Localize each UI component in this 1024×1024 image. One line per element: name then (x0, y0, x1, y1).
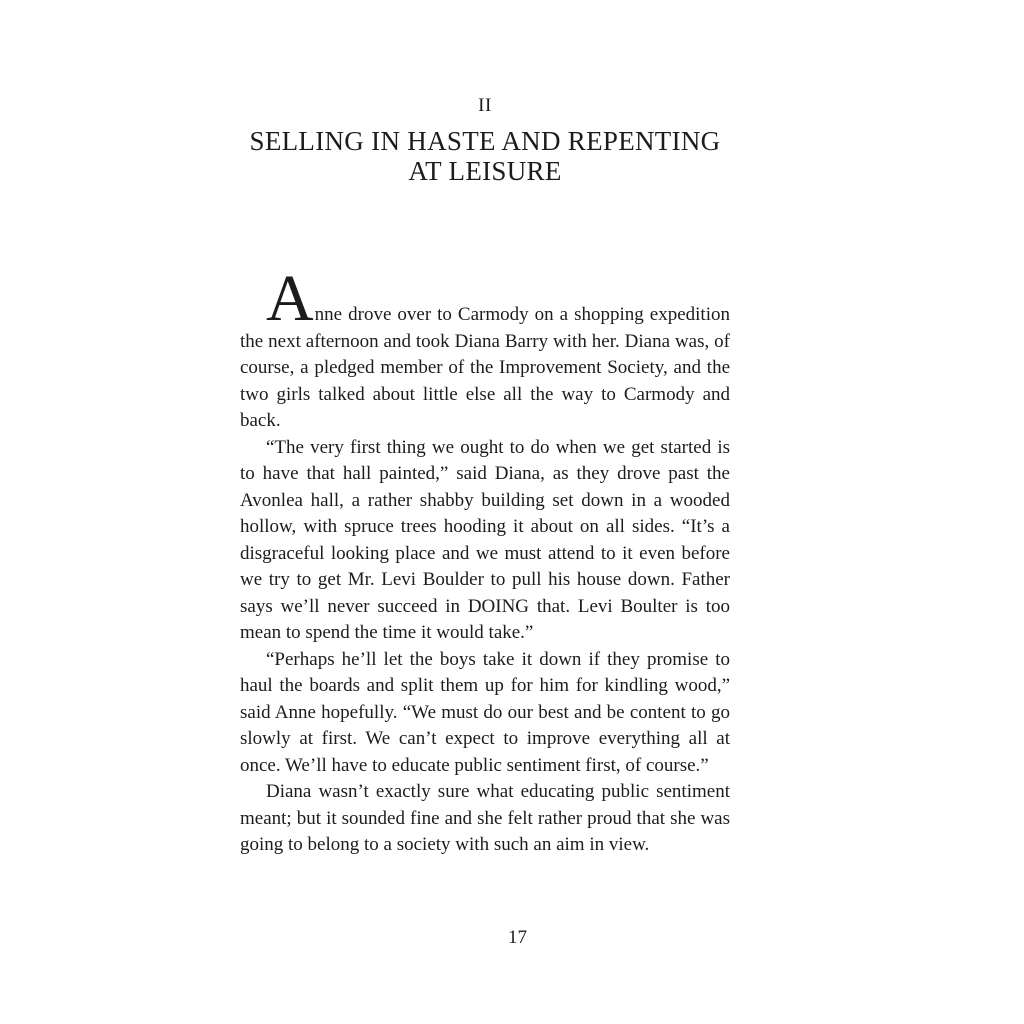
paragraph-1-text: nne drove over to Carmody on a shopping expedition the next afternoon and took Diana Barry with her. Diana was, of course, a pledged member of the Improvement Society, and the two girls talked about little else all the way to Carmody and back. (240, 304, 730, 431)
paragraph-3: “Perhaps he’ll let the boys take it down if they promise to haul the boards and split them up for him for kindling wood,” said Anne hopefully. “We must do our best and be content to go slowly at first. We can’t expect to improve everything all at once. We’ll have to educate public sentiment first, of course.” (240, 648, 730, 776)
chapter-title-line-1: SELLING IN HASTE AND REPENTING (249, 126, 721, 156)
drop-cap-initial: A (266, 262, 315, 335)
chapter-number: II (478, 95, 492, 116)
page-number: 17 (508, 927, 527, 948)
paragraph-4: Diana wasn’t exactly sure what educating public sentiment meant; but it sounded fine and she felt rather proud that she was going to belong to a society with such an aim in view. (240, 781, 730, 855)
chapter-title (220, 126, 750, 186)
chapter-title-line-2: AT LEISURE (408, 156, 562, 186)
body-text (240, 262, 730, 859)
paragraph-1 (240, 262, 730, 435)
paragraph-2: “The very first thing we ought to do when we get started is to have that hall painted,” said Diana, as they drove past the Avonlea hall, a rather shabby building set down in a wooded hollow, with spruce trees hooding it about on all sides. “It’s a disgraceful looking place and we must attend to it even before we try to get Mr. Levi Boulder to pull his house down. Father says we’ll never succeed in DOING that. Levi Boulter is too mean to spend the time it would take.” (240, 436, 730, 643)
